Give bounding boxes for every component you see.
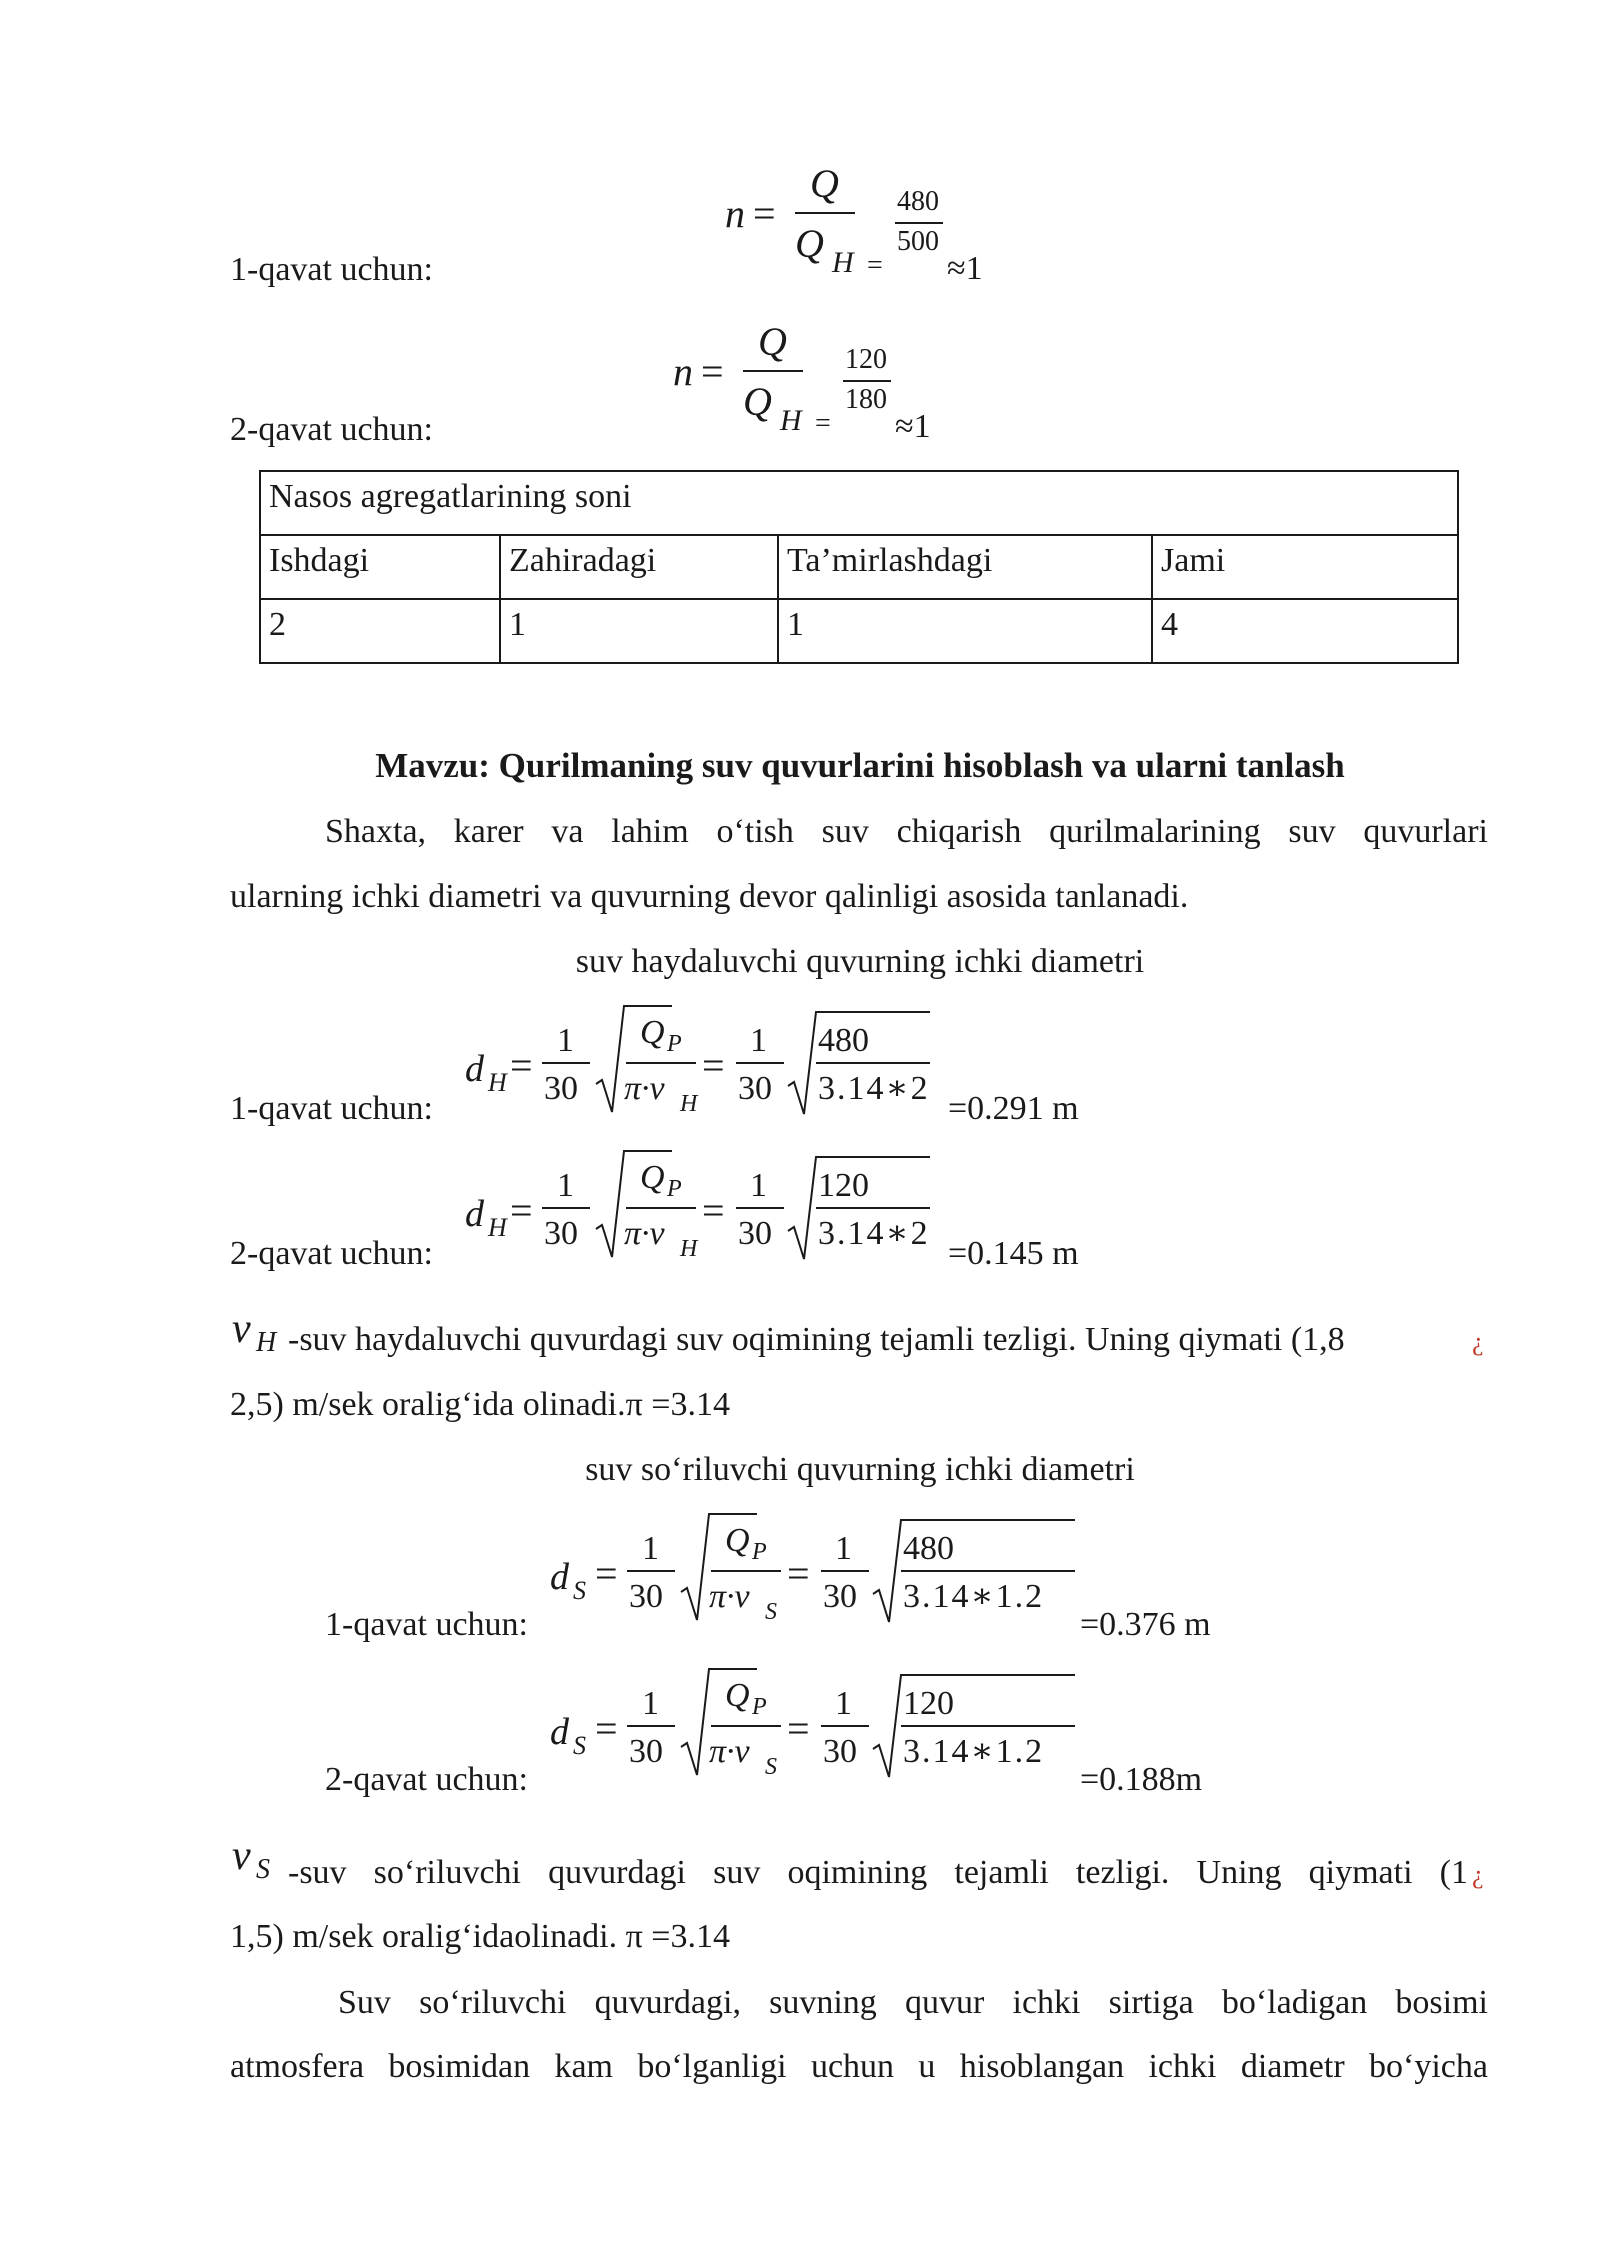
- floor1-label: 1-qavat uchun:: [230, 251, 433, 288]
- fraction-bar: [821, 1570, 869, 1572]
- vs-note-line-1: -suv so‘riluvchi quvurdagi suv oqimining tejamli tezligi. Uning qiymati (1: [288, 1854, 1468, 1891]
- final-line-2: atmosfera bosimidan kam bo‘lganligi uchun u hisoblangan ichki diametr bo‘yicha: [230, 2048, 1488, 2085]
- fraction-bar: [711, 1570, 781, 1572]
- one-numerator: 1: [835, 1685, 852, 1722]
- value-numerator: 120: [818, 1167, 869, 1204]
- fraction-bar: [795, 212, 855, 214]
- floor2-label: 2-qavat uchun:: [325, 1761, 528, 1798]
- equals-sign: =: [787, 1706, 810, 1751]
- d-symbol: d: [465, 1048, 484, 1090]
- fraction-bar: [542, 1062, 590, 1064]
- equals-sign: =: [702, 1188, 725, 1233]
- value-denominator: 3.14∗2: [818, 1070, 930, 1107]
- table-row: [260, 599, 1458, 663]
- pump-count-formula-2: [673, 318, 973, 448]
- qh-subscript: H: [780, 404, 802, 437]
- fraction-bar: [627, 1570, 675, 1572]
- fraction-bar: [736, 1062, 784, 1064]
- q-numerator: Q: [758, 319, 787, 364]
- qp-numerator: Q: [640, 1014, 665, 1051]
- thirty-denominator: 30: [823, 1733, 857, 1770]
- floor2-label: 2-qavat uchun:: [230, 1235, 433, 1272]
- n-symbol: n: [725, 191, 745, 236]
- equals-sign: =: [702, 1043, 725, 1088]
- equals-sign: =: [787, 1551, 810, 1596]
- qp-numerator: Q: [640, 1159, 665, 1196]
- v-subscript: S: [765, 1599, 777, 1625]
- ratio-numerator: 480: [897, 186, 939, 217]
- thirty-denominator: 30: [823, 1578, 857, 1615]
- one-numerator: 1: [557, 1022, 574, 1059]
- fraction-bar: [542, 1207, 590, 1209]
- intro-line-1: Shaxta, karer va lahim o‘tish suv chiqarish qurilmalarining suv quvurlari: [325, 813, 1488, 850]
- subheading-suction: suv so‘riluvchi quvurning ichki diametri: [585, 1451, 1135, 1488]
- qh-subscript: H: [832, 246, 854, 279]
- vh-note-line-2: 2,5) m/sek oralig‘ida olinadi.π =3.14: [230, 1386, 730, 1423]
- equals-small: =: [867, 250, 883, 281]
- qp-numerator: Q: [725, 1677, 750, 1714]
- one-numerator: 1: [835, 1530, 852, 1567]
- suction-formula-1: [545, 1508, 1145, 1633]
- fraction-bar: [901, 1725, 1075, 1727]
- one-numerator: 1: [642, 1530, 659, 1567]
- v-subscript: S: [765, 1754, 777, 1780]
- thirty-denominator: 30: [544, 1070, 578, 1107]
- header-cell: Ta’mirlashdagi: [778, 535, 1152, 599]
- vh-note-line-1: -suv haydaluvchi quvurdagi suv oqimining tejamli tezligi. Uning qiymati (1,8: [288, 1321, 1345, 1358]
- fraction-bar: [743, 370, 803, 372]
- thirty-denominator: 30: [738, 1070, 772, 1107]
- suction-formula-2: [545, 1663, 1145, 1788]
- pressure-result-2: =0.145 m: [948, 1235, 1079, 1272]
- v-symbol: v: [232, 1833, 251, 1879]
- d-symbol: d: [465, 1193, 484, 1235]
- value-cell: 1: [778, 599, 1152, 663]
- thirty-denominator: 30: [629, 1578, 663, 1615]
- header-cell: Zahiradagi: [500, 535, 778, 599]
- floor2-label: 2-qavat uchun:: [230, 411, 433, 448]
- value-cell: 2: [260, 599, 500, 663]
- table-title: Nasos agregatlarining soni: [260, 471, 1458, 535]
- fraction-bar: [711, 1725, 781, 1727]
- unknown-char-mark: ¿: [1472, 1327, 1484, 1356]
- one-numerator: 1: [642, 1685, 659, 1722]
- table-title-row: [260, 471, 1458, 535]
- pump-count-formula-1: [725, 160, 1025, 290]
- value-cell: 4: [1152, 599, 1458, 663]
- d-symbol: d: [550, 1556, 569, 1598]
- pump-units-table: [259, 470, 1459, 664]
- fraction-bar: [901, 1570, 1075, 1572]
- v-subscript: S: [256, 1854, 270, 1885]
- header-cell: Jami: [1152, 535, 1458, 599]
- qh-denominator: Q: [743, 379, 772, 424]
- v-subscript: H: [256, 1327, 277, 1358]
- n-symbol: n: [673, 349, 693, 394]
- fraction-bar: [816, 1062, 930, 1064]
- floor1-label: 1-qavat uchun:: [230, 1090, 433, 1127]
- unknown-char-mark: ¿: [1472, 1860, 1484, 1889]
- ratio-denominator: 180: [845, 384, 887, 415]
- value-denominator: 3.14∗2: [818, 1215, 930, 1252]
- ratio-numerator: 120: [845, 344, 887, 375]
- value-denominator: 3.14∗1.2: [903, 1733, 1045, 1770]
- value-numerator: 480: [818, 1022, 869, 1059]
- pressure-result-1: =0.291 m: [948, 1090, 1079, 1127]
- ratio-bar: [843, 380, 891, 382]
- thirty-denominator: 30: [738, 1215, 772, 1252]
- qp-numerator: Q: [725, 1522, 750, 1559]
- value-numerator: 480: [903, 1530, 954, 1567]
- equals-sign: =: [595, 1706, 618, 1751]
- section-heading: Mavzu: Qurilmaning suv quvurlarini hisoblash va ularni tanlash: [375, 746, 1345, 785]
- v-subscript: H: [680, 1236, 698, 1262]
- thirty-denominator: 30: [544, 1215, 578, 1252]
- v-subscript: H: [680, 1091, 698, 1117]
- vs-note: [230, 1832, 1490, 1962]
- one-numerator: 1: [557, 1167, 574, 1204]
- pi-v-denominator: π·v: [709, 1578, 750, 1615]
- thirty-denominator: 30: [629, 1733, 663, 1770]
- qp-subscript: P: [667, 1176, 682, 1202]
- fraction-bar: [816, 1207, 930, 1209]
- v-symbol: v: [232, 1306, 251, 1352]
- d-subscript: H: [488, 1068, 507, 1097]
- qp-subscript: P: [667, 1031, 682, 1057]
- one-numerator: 1: [750, 1167, 767, 1204]
- pi-v-denominator: π·v: [624, 1215, 665, 1252]
- vs-note-line-2: 1,5) m/sek oralig‘idaolinadi. π =3.14: [230, 1918, 730, 1955]
- vh-note: [230, 1305, 1490, 1435]
- ratio-denominator: 500: [897, 226, 939, 257]
- equals-sign: =: [701, 349, 724, 394]
- table-header-row: [260, 535, 1458, 599]
- fraction-bar: [626, 1207, 696, 1209]
- d-subscript: S: [573, 1731, 586, 1760]
- qp-subscript: P: [752, 1539, 767, 1565]
- d-subscript: S: [573, 1576, 586, 1605]
- value-denominator: 3.14∗1.2: [903, 1578, 1045, 1615]
- d-subscript: H: [488, 1213, 507, 1242]
- equals-sign: =: [753, 191, 776, 236]
- qh-denominator: Q: [795, 221, 824, 266]
- subheading-pressure: suv haydaluvchi quvurning ichki diametri: [575, 943, 1145, 980]
- equals-sign: =: [510, 1043, 533, 1088]
- q-numerator: Q: [810, 161, 839, 206]
- approx-value: ≈1: [947, 250, 983, 287]
- pi-v-denominator: π·v: [624, 1070, 665, 1107]
- fraction-bar: [626, 1062, 696, 1064]
- equals-sign: =: [595, 1551, 618, 1596]
- equals-sign: =: [510, 1188, 533, 1233]
- approx-value: ≈1: [895, 408, 931, 445]
- final-line-1: Suv so‘riluvchi quvurdagi, suvning quvur ichki sirtiga bo‘ladigan bosimi: [338, 1984, 1488, 2021]
- fraction-bar: [821, 1725, 869, 1727]
- fraction-bar: [627, 1725, 675, 1727]
- fraction-bar: [736, 1207, 784, 1209]
- equals-small: =: [815, 408, 831, 439]
- pi-v-denominator: π·v: [709, 1733, 750, 1770]
- suction-result-2: =0.188m: [1080, 1761, 1203, 1798]
- value-cell: 1: [500, 599, 778, 663]
- value-numerator: 120: [903, 1685, 954, 1722]
- floor1-label: 1-qavat uchun:: [325, 1606, 528, 1643]
- d-symbol: d: [550, 1711, 569, 1753]
- intro-line-2: ularning ichki diametri va quvurning devor qalinligi asosida tanlanadi.: [230, 878, 1189, 915]
- suction-result-1: =0.376 m: [1080, 1606, 1211, 1643]
- qp-subscript: P: [752, 1694, 767, 1720]
- ratio-bar: [895, 222, 943, 224]
- one-numerator: 1: [750, 1022, 767, 1059]
- header-cell: Ishdagi: [260, 535, 500, 599]
